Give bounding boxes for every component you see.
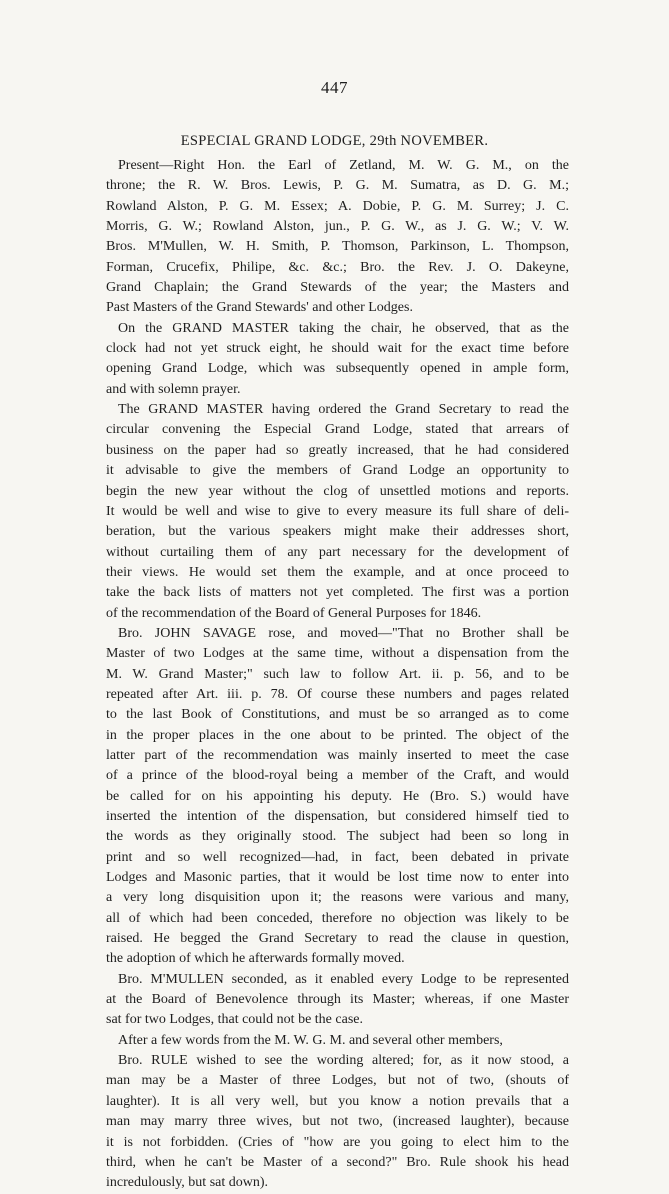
text-line: print and so well recognized—had, in fact, been debated in private — [106, 849, 569, 865]
text-line: Morris, G. W.; Rowland Alston, jun., P. G. W., as J. G. W.; V. W. — [106, 219, 569, 235]
text-line: Present—Right Hon. the Earl of Zetland, M. W. G. M., on the — [118, 158, 569, 173]
text-line: Bro. JOHN SAVAGE rose, and moved—"That no Brother shall be — [118, 625, 569, 641]
text-line: It would be well and wise to give to every measure its full share of deli- — [106, 503, 569, 519]
text-line: sat for two Lodges, that could not be the case. — [106, 1012, 363, 1028]
text-line: it is not forbidden. (Cries of "how are you going to elect him to the — [106, 1134, 569, 1150]
text-line: M. W. Grand Master;" such law to follow Art. ii. p. 56, and to be — [106, 666, 569, 682]
text-line: it advisable to give the members of Grand Lodge an opportunity to — [106, 463, 569, 479]
paragraph-savage-motion — [106, 624, 569, 970]
body-text — [106, 156, 569, 1194]
section-heading: ESPECIAL GRAND LODGE, 29th NOVEMBER. — [180, 133, 489, 149]
text-line: the adoption of which he afterwards formally moved. — [106, 951, 405, 967]
text-line: Bros. M'Mullen, W. H. Smith, P. Thomson, Parkinson, L. Thompson, — [106, 239, 569, 255]
text-line: take the back lists of matters not yet completed. The first was a portion — [106, 585, 569, 601]
paragraph-present — [106, 156, 569, 319]
text-line: The GRAND MASTER having ordered the Grand Secretary to read the — [118, 402, 569, 418]
paragraph-rule-wording — [106, 1051, 569, 1193]
text-line: man may be a Master of three Lodges, but not of two, (shouts of — [106, 1073, 569, 1089]
text-line: business on the paper had so greatly increased, that he had considered — [106, 442, 569, 458]
text-line: a very long disquisition upon it; the reasons were various and many, — [106, 890, 569, 906]
text-line: their views. He would set them the example, and at once proceed to — [106, 564, 569, 580]
text-line: After a few words from the M. W. G. M. and several other members, — [118, 1032, 503, 1048]
text-line: man may marry three wives, but not two, (increased laughter), because — [106, 1114, 569, 1130]
paragraph-grand-master-chair — [106, 319, 569, 400]
paragraph-few-words — [106, 1031, 569, 1051]
text-line: Grand Chaplain; the Grand Stewards of the year; the Masters and — [106, 280, 569, 296]
text-line: laughter). It is all very well, but you know a notion prevails that a — [106, 1093, 569, 1109]
text-line: circular convening the Especial Grand Lodge, stated that arrears of — [106, 422, 569, 438]
text-line: Master of two Lodges at the same time, without a dispensation from the — [106, 646, 569, 662]
text-line: throne; the R. W. Bros. Lewis, P. G. M. Sumatra, as D. G. M.; — [106, 178, 569, 194]
text-line: clock had not yet struck eight, he should wait for the exact time before — [106, 341, 569, 357]
text-line: repeated after Art. iii. p. 78. Of course these numbers and pages related — [106, 686, 569, 702]
paragraph-grand-master-circular — [106, 400, 569, 624]
text-line: Bro. M'MULLEN seconded, as it enabled every Lodge to be represented — [118, 971, 569, 987]
text-line: latter part of the recommendation was mainly inserted to meet the case — [106, 747, 569, 763]
text-line: Forman, Crucefix, Philipe, &c. &c.; Bro. the Rev. J. O. Dakeyne, — [106, 259, 569, 275]
text-line: all of which had been conceded, therefore no objection was likely to be — [106, 910, 569, 926]
text-line: Lodges and Masonic parties, that it would be lost time now to enter into — [106, 870, 569, 886]
text-line: begin the new year without the clog of unsettled motions and reports. — [106, 483, 569, 499]
text-line: in the proper places in the one about to be printed. The object of the — [106, 727, 569, 743]
text-line: of the recommendation of the Board of General Purposes for 1846. — [106, 605, 482, 621]
page-number: 447 — [321, 78, 348, 97]
text-line: inserted the intention of the dispensation, but considered himself tied to — [106, 809, 569, 824]
paragraph-mullen-seconded — [106, 970, 569, 1031]
text-line: without curtailing them of any part necessary for the development of — [106, 544, 569, 560]
text-line: Rowland Alston, P. G. M. Essex; A. Dobie, P. G. M. Surrey; J. C. — [106, 198, 569, 214]
text-line: Past Masters of the Grand Stewards' and other Lodges. — [106, 300, 413, 316]
text-line: beration, but the various speakers might make their addresses short, — [106, 524, 569, 540]
text-line: raised. He begged the Grand Secretary to read the clause in question, — [106, 931, 569, 947]
text-line: Bro. RULE wished to see the wording altered; for, as it now stood, a — [118, 1053, 569, 1069]
text-line: opening Grand Lodge, which was subsequently opened in ample form, — [106, 361, 569, 377]
text-line: at the Board of Benevolence through its Master; whereas, if one Master — [106, 992, 569, 1008]
text-line: On the GRAND MASTER taking the chair, he observed, that as the — [118, 320, 569, 336]
text-line: of a prince of the blood-royal being a member of the Craft, and would — [106, 768, 569, 784]
text-line: and with solemn prayer. — [106, 381, 241, 397]
text-line: be called for on his appointing his deputy. He (Bro. S.) would have — [106, 788, 569, 804]
text-line: to the last Book of Constitutions, and must be so arranged as to come — [106, 707, 569, 723]
text-line: incredulously, but sat down). — [106, 1175, 269, 1191]
text-line: the words as they originally stood. The subject had been so long in — [106, 829, 569, 845]
text-line: third, when he can't be Master of a second?" Bro. Rule shook his head — [106, 1154, 569, 1170]
